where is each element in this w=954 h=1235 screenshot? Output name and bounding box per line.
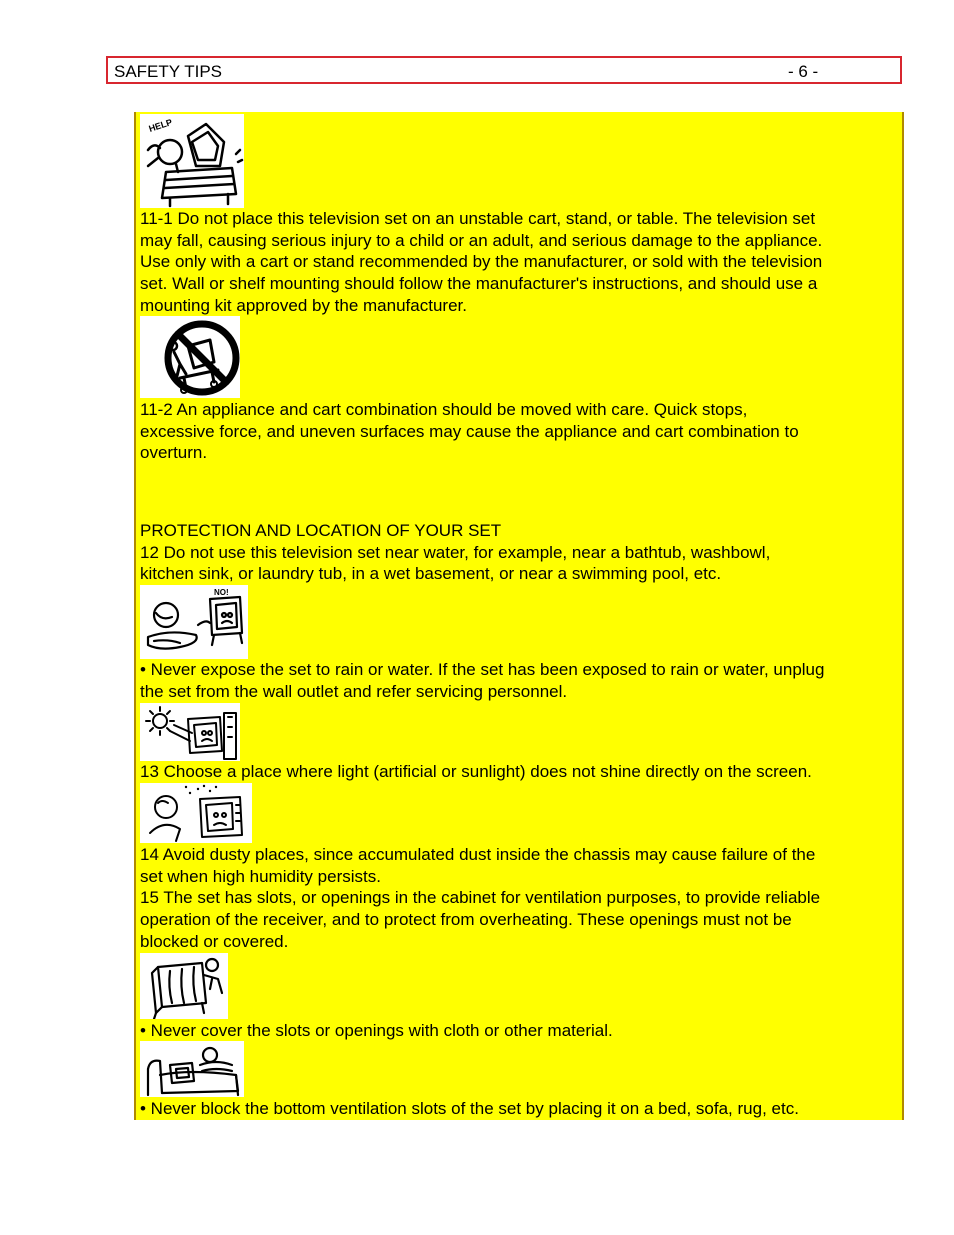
protection-heading: PROTECTION AND LOCATION OF YOUR SET bbox=[140, 521, 502, 540]
tip-14-15: 14 Avoid dusty places, since accumulated dust inside the chassis may cause failure of the set when high humidity persists. 15 The set has slots, or openings in the cabinet for ventilation purposes, to provide reliable operation of the receiver, and to protect from overheating. These openings must not be blocked or covered. bbox=[140, 845, 821, 951]
tip-13: 13 Choose a place where light (artificial or sunlight) does not shine directly on the screen. bbox=[140, 762, 812, 781]
section-title: SAFETY TIPS bbox=[114, 62, 223, 81]
page-header bbox=[106, 56, 902, 84]
page-number: - 6 - bbox=[788, 62, 819, 81]
tip-12: PROTECTION AND LOCATION OF YOUR SET 12 Do not use this television set near water, for example, near a bathtub, washbowl, kitchen sink, or laundry tub, in a wet basement, or near a swimming pool, etc. bbox=[140, 520, 902, 585]
help-label: HELP bbox=[147, 116, 174, 134]
bullet-cloth: • Never cover the slots or openings with cloth or other material. bbox=[140, 1021, 613, 1040]
slot-cover-warning-icon bbox=[140, 953, 228, 1019]
tip-11-1: 11-1 Do not place this television set on an unstable cart, stand, or table. The television set may fall, causing serious injury to a child or an adult, and serious damage to the appliance. Use only with a cart or stand recommended by the manufacturer, or sold with the television set. Wall or shelf mounting should follow the manufacturer's instructions, and should use a mounting kit approved by the manufacturer. bbox=[140, 209, 823, 315]
tipping-tv-icon bbox=[140, 114, 244, 208]
sunlight-warning-icon bbox=[140, 703, 240, 761]
bullet-bed: • Never block the bottom ventilation slots of the set by placing it on a bed, sofa, rug, etc. bbox=[140, 1099, 799, 1118]
no-label: NO! bbox=[214, 588, 229, 597]
bed-warning-icon bbox=[140, 1041, 244, 1097]
dust-warning-icon bbox=[140, 783, 252, 843]
bullet-rain: • Never expose the set to rain or water. If the set has been exposed to rain or water, unplug the set from the wall outlet and refer servicing personnel. bbox=[140, 660, 825, 701]
tip-11-2: 11-2 An appliance and cart combination should be moved with care. Quick stops, excessive force, and uneven surfaces may cause the appliance and cart combination to overturn. bbox=[140, 400, 799, 463]
cart-warning-icon bbox=[140, 316, 240, 398]
water-warning-icon bbox=[140, 585, 248, 659]
